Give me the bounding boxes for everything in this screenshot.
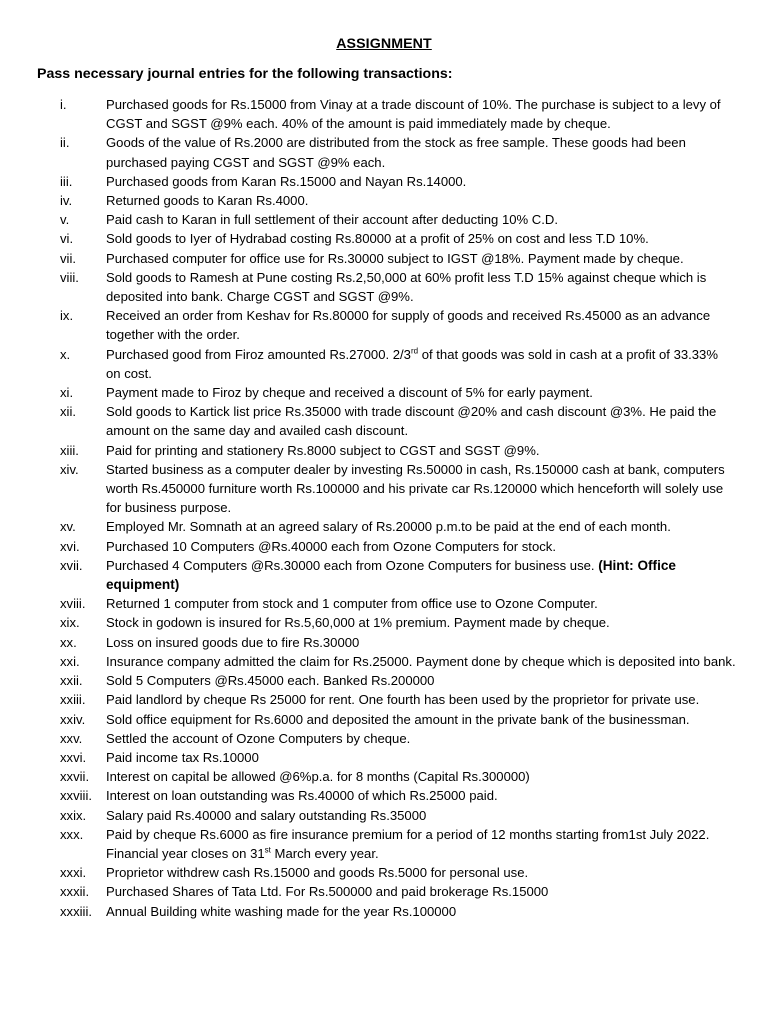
item-number: xii. bbox=[60, 404, 77, 420]
list-item bbox=[0, 306, 768, 344]
item-text: Settled the account of Ozone Computers by cheque. bbox=[106, 730, 411, 746]
list-item bbox=[0, 402, 768, 440]
ordinal-superscript: st bbox=[264, 845, 271, 855]
list-item bbox=[0, 902, 768, 921]
list-item bbox=[0, 191, 768, 210]
list-item bbox=[0, 383, 768, 402]
item-text: Sold goods to Ramesh at Pune costing Rs.2,50,000 at 60% profit less T.D 15% against cheque which is deposited into bank. Charge CGST and SGST @9%. bbox=[106, 269, 707, 305]
item-text: Goods of the value of Rs.2000 are distributed from the stock as free sample. These goods had been purchased paying CGST and SGST @9% each. bbox=[106, 135, 686, 170]
item-number: viii. bbox=[60, 269, 79, 285]
item-text: Paid for printing and stationery Rs.8000 subject to CGST and SGST @9%. bbox=[106, 442, 540, 458]
list-item bbox=[0, 863, 768, 882]
item-number: vii. bbox=[60, 250, 77, 266]
item-number: ix. bbox=[60, 308, 74, 324]
list-item bbox=[0, 268, 768, 306]
item-number: xxi. bbox=[60, 653, 80, 669]
item-number: iii. bbox=[60, 173, 73, 189]
item-text: Purchased Shares of Tata Ltd. For Rs.500000 and paid brokerage Rs.15000 bbox=[106, 884, 549, 900]
ordinal-superscript: rd bbox=[410, 346, 419, 356]
list-item bbox=[0, 537, 768, 556]
item-text: Purchased 10 Computers @Rs.40000 each from Ozone Computers for stock. bbox=[106, 538, 556, 554]
item-number: xxxi. bbox=[60, 865, 87, 881]
item-number: xviii. bbox=[60, 596, 86, 612]
item-number: xiv. bbox=[60, 461, 79, 477]
item-text: Started business as a computer dealer by investing Rs.50000 in cash, Rs.150000 cash at bank, computers worth Rs.450000 furniture worth Rs.100000 and his private car Rs.120000 which henceforth will solely use for business purpose. bbox=[106, 461, 725, 516]
item-number: xxxiii. bbox=[60, 903, 93, 919]
list-item bbox=[0, 517, 768, 536]
item-text: Interest on loan outstanding was Rs.40000 of which Rs.25000 paid. bbox=[106, 788, 498, 804]
item-number: xv. bbox=[60, 519, 76, 535]
item-number: xxviii. bbox=[60, 788, 93, 804]
item-text: Sold goods to Iyer of Hydrabad costing Rs.80000 at a profit of 25% on cost and less T.D 10%. bbox=[106, 231, 649, 247]
item-number: xxii. bbox=[60, 673, 83, 689]
list-item bbox=[0, 441, 768, 460]
item-number: xix. bbox=[60, 615, 80, 631]
item-text: Loss on insured goods due to fire Rs.30000 bbox=[106, 634, 360, 650]
list-item bbox=[0, 556, 768, 594]
item-text: Proprietor withdrew cash Rs.15000 and goods Rs.5000 for personal use. bbox=[106, 865, 529, 881]
list-item bbox=[0, 690, 768, 709]
item-text: Annual Building white washing made for the year Rs.100000 bbox=[106, 903, 457, 919]
list-item bbox=[0, 133, 768, 171]
list-item bbox=[0, 806, 768, 825]
item-text: Sold 5 Computers @Rs.45000 each. Banked Rs.200000 bbox=[106, 673, 435, 689]
item-text-part: Paid by cheque Rs.6000 as fire insurance premium for a period of 12 months starting from1st July 2022. Financial year closes on 31 bbox=[106, 826, 710, 861]
list-item bbox=[0, 882, 768, 901]
item-number: xxix. bbox=[60, 807, 87, 823]
instruction-heading: Pass necessary journal entries for the following transactions: bbox=[37, 66, 453, 82]
list-item bbox=[0, 95, 768, 133]
assignment-title: ASSIGNMENT bbox=[336, 36, 432, 52]
item-text bbox=[106, 825, 736, 863]
item-text: Sold office equipment for Rs.6000 and deposited the amount in the private bank of the businessman. bbox=[106, 711, 690, 727]
item-text: Stock in godown is insured for Rs.5,60,000 at 1% premium. Payment made by cheque. bbox=[106, 615, 610, 631]
item-text: Purchased computer for office use for Rs.30000 subject to IGST @18%. Payment made by cheque. bbox=[106, 250, 684, 266]
item-text: Sold goods to Kartick list price Rs.35000 with trade discount @20% and cash discount @3%. He paid the amount on the same day and availed cash discount. bbox=[106, 404, 717, 439]
list-item bbox=[0, 249, 768, 268]
list-item bbox=[0, 729, 768, 748]
list-item bbox=[0, 172, 768, 191]
transaction-list bbox=[0, 95, 768, 921]
item-number: ii. bbox=[60, 135, 70, 151]
list-item bbox=[0, 210, 768, 229]
item-text-part: of that goods was sold in cash at a profit of 33.33% on cost. bbox=[106, 346, 718, 381]
item-number: v. bbox=[60, 212, 70, 228]
item-text: Received an order from Keshav for Rs.80000 for supply of goods and received Rs.45000 as an advance together with the order. bbox=[106, 308, 711, 343]
item-text: Returned 1 computer from stock and 1 computer from office use to Ozone Computer. bbox=[106, 596, 598, 612]
list-item bbox=[0, 710, 768, 729]
item-text-part: March every year. bbox=[270, 845, 379, 861]
item-number: xi. bbox=[60, 385, 74, 401]
item-text: Paid landlord by cheque Rs 25000 for rent. One fourth has been used by the proprietor for private use. bbox=[106, 692, 700, 708]
list-item bbox=[0, 825, 768, 863]
item-number: xxv. bbox=[60, 730, 83, 746]
item-number: iv. bbox=[60, 193, 73, 209]
item-number: vi. bbox=[60, 231, 74, 247]
item-text: Paid income tax Rs.10000 bbox=[106, 749, 259, 765]
item-number: xxiv. bbox=[60, 711, 86, 727]
list-item bbox=[0, 748, 768, 767]
item-text: Interest on capital be allowed @6%p.a. for 8 months (Capital Rs.300000) bbox=[106, 769, 530, 785]
item-number: i. bbox=[60, 97, 67, 112]
list-item bbox=[0, 786, 768, 805]
item-number: xxvi. bbox=[60, 749, 87, 765]
item-text bbox=[106, 556, 736, 594]
item-text: Employed Mr. Somnath at an agreed salary of Rs.20000 p.m.to be paid at the end of each month. bbox=[106, 519, 671, 535]
item-text: Purchased goods for Rs.15000 from Vinay at a trade discount of 10%. The purchase is subject to a levy of CGST and SGST @9% each. 40% of the amount is paid immediately made by cheque. bbox=[106, 97, 721, 132]
list-item bbox=[0, 229, 768, 248]
item-number: xxvii. bbox=[60, 769, 90, 785]
hint-note: (Hint: Office equipment) bbox=[106, 557, 676, 593]
item-text: Payment made to Firoz by cheque and received a discount of 5% for early payment. bbox=[106, 385, 593, 401]
item-text: Purchased goods from Karan Rs.15000 and Nayan Rs.14000. bbox=[106, 173, 467, 189]
item-number: xiii. bbox=[60, 442, 79, 458]
list-item bbox=[0, 671, 768, 690]
list-item bbox=[0, 460, 768, 518]
item-text: Returned goods to Karan Rs.4000. bbox=[106, 193, 309, 209]
item-number: xxiii. bbox=[60, 692, 86, 708]
list-item bbox=[0, 633, 768, 652]
item-number: xx. bbox=[60, 634, 77, 650]
item-number: xxxii. bbox=[60, 884, 90, 900]
item-text-part: Purchased 4 Computers @Rs.30000 each from Ozone Computers for business use. bbox=[106, 557, 599, 573]
list-item bbox=[0, 594, 768, 613]
item-text-part: Purchased good from Firoz amounted Rs.27000. 2/3 bbox=[106, 346, 411, 362]
item-text bbox=[106, 345, 736, 383]
list-item bbox=[0, 652, 768, 671]
item-text: Paid cash to Karan in full settlement of their account after deducting 10% C.D. bbox=[106, 212, 558, 228]
list-item bbox=[0, 767, 768, 786]
list-item bbox=[0, 613, 768, 632]
list-item bbox=[0, 345, 768, 383]
item-number: x. bbox=[60, 346, 71, 362]
item-text: Insurance company admitted the claim for Rs.25000. Payment done by cheque which is deposited into bank. bbox=[106, 653, 736, 669]
item-number: xvii. bbox=[60, 557, 83, 573]
item-text: Salary paid Rs.40000 and salary outstanding Rs.35000 bbox=[106, 807, 427, 823]
item-number: xxx. bbox=[60, 826, 84, 842]
item-number: xvi. bbox=[60, 538, 80, 554]
